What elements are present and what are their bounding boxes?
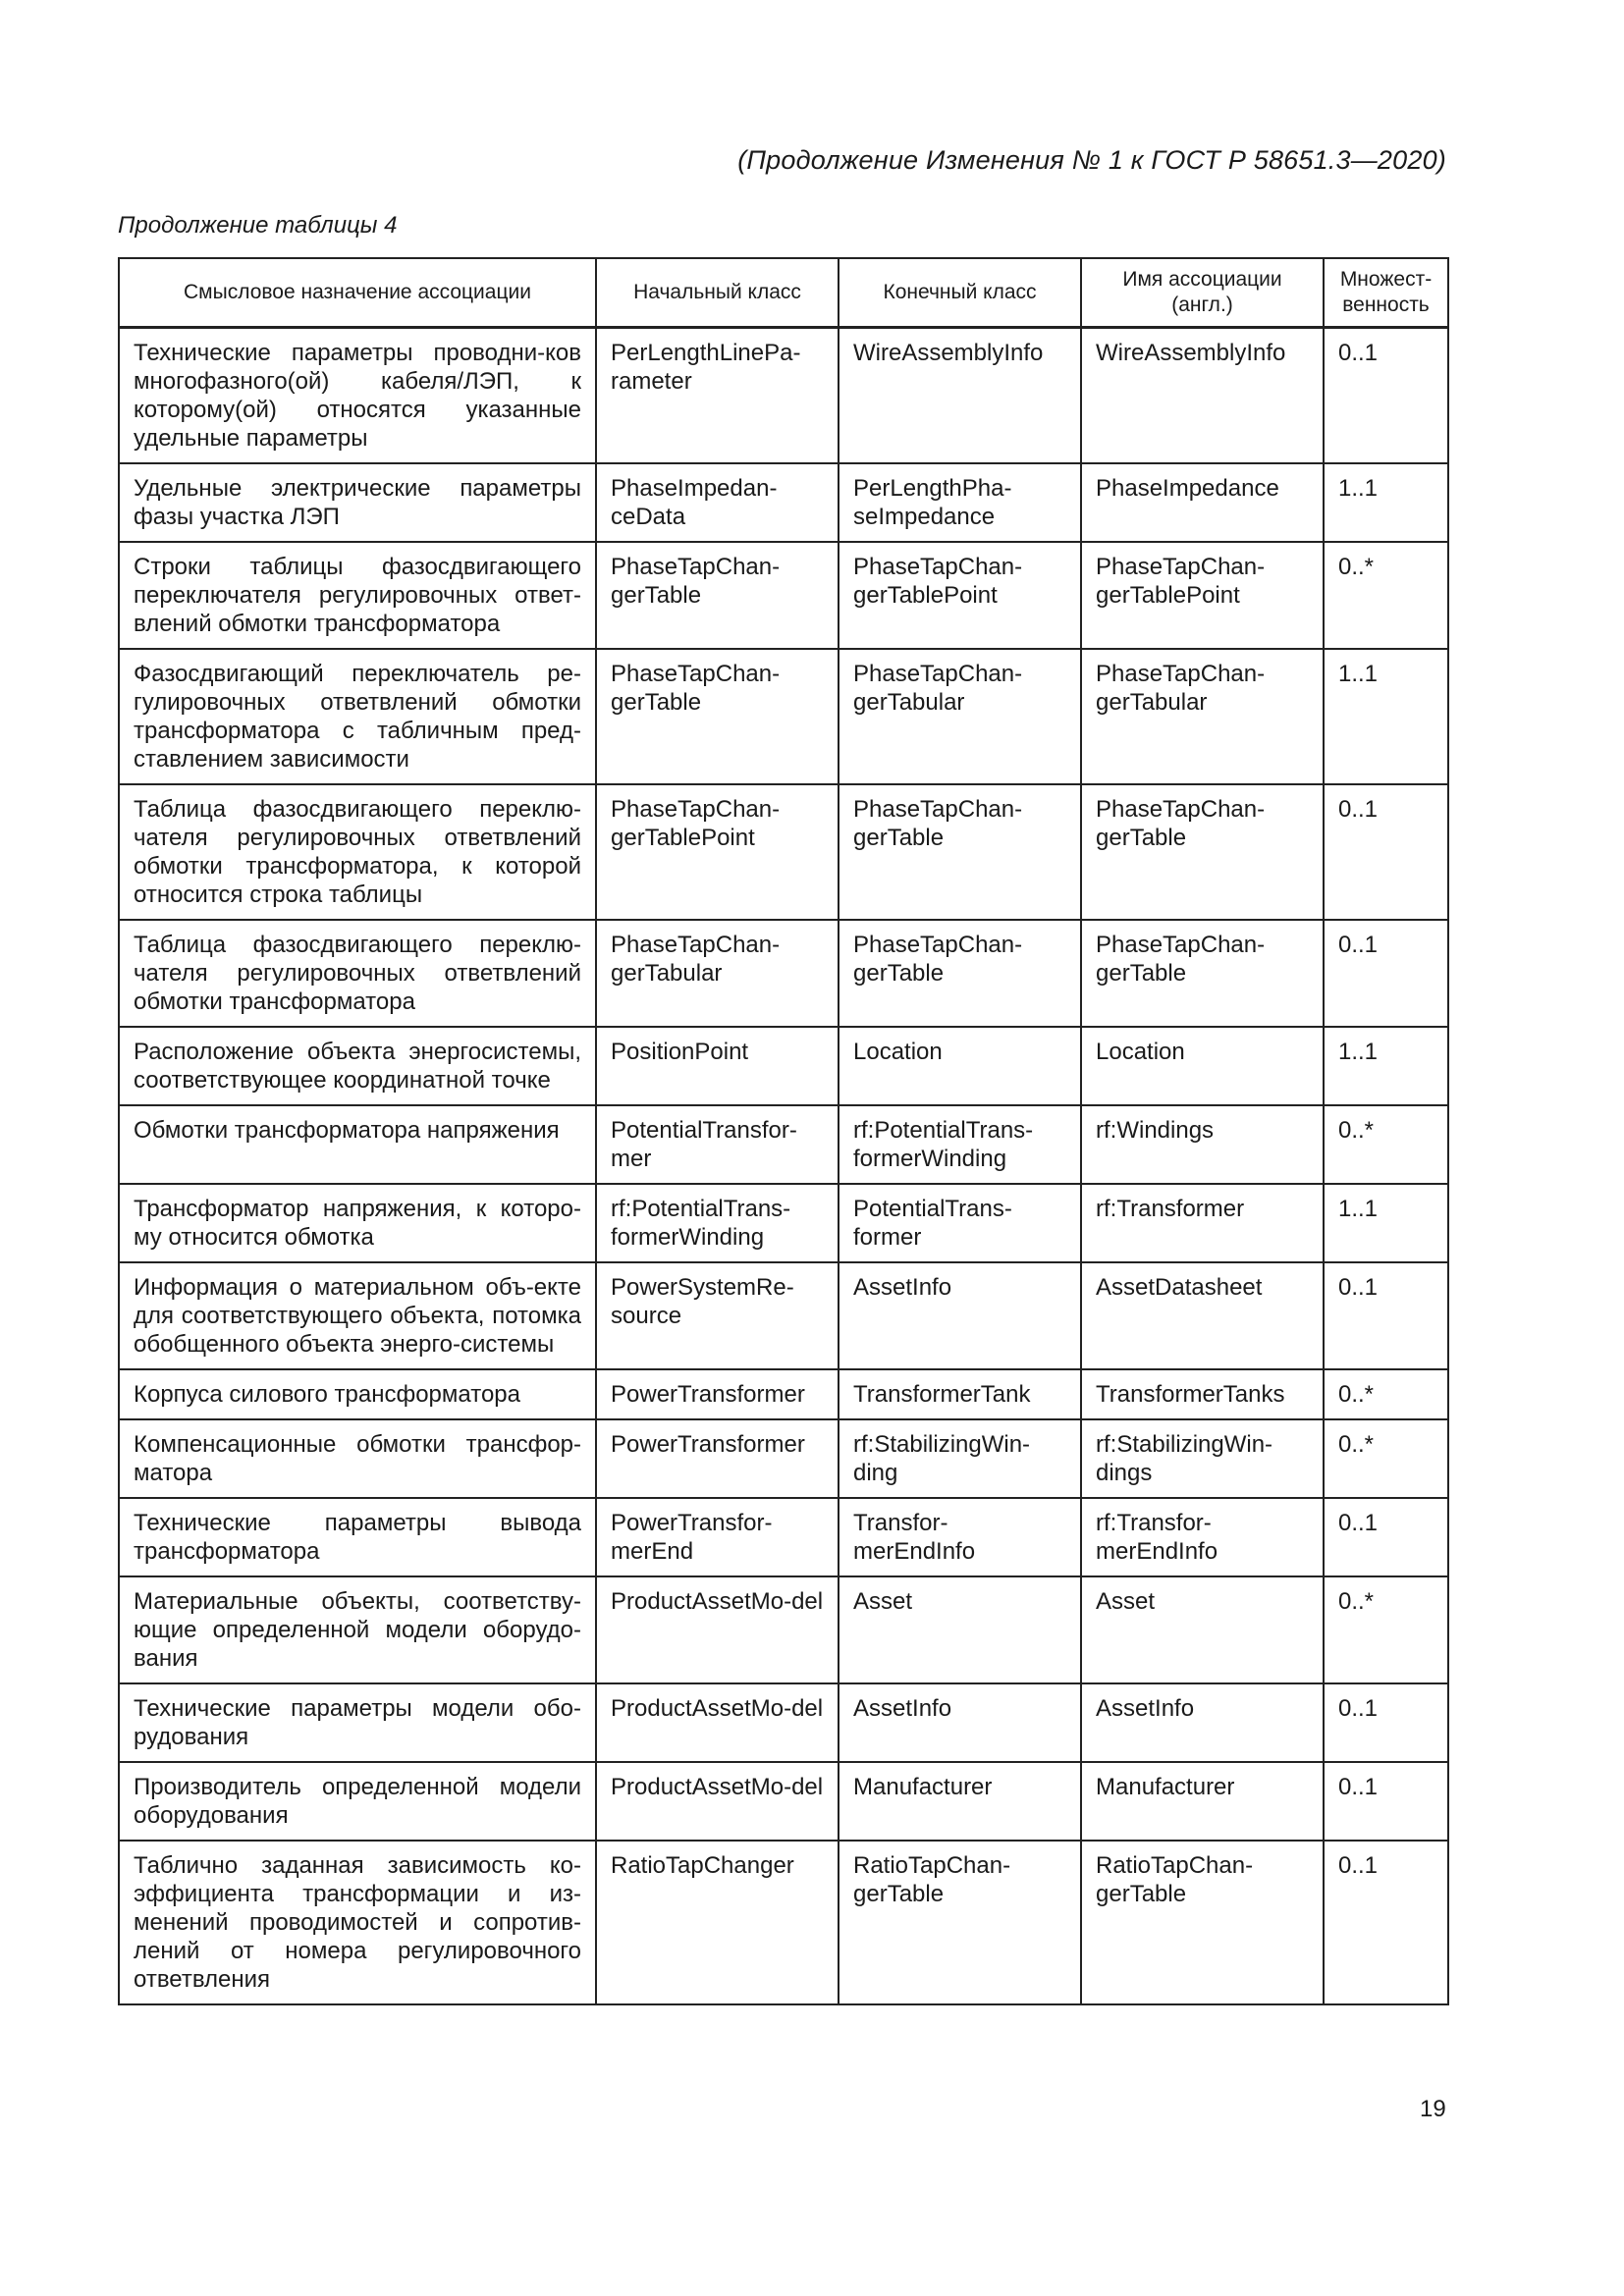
table-row	[119, 1027, 1448, 1105]
cell-association-name: Manufacturer	[1081, 1762, 1324, 1841]
cell-purpose: Технические параметры вывода трансформатора	[119, 1498, 596, 1576]
table-caption: Продолжение таблицы 4	[118, 212, 398, 239]
cell-purpose: Таблица фазосдвигающего переклю-чателя регулировочных ответвлений обмотки трансформатора	[119, 920, 596, 1027]
cell-multiplicity: 0..1	[1324, 1262, 1448, 1369]
table-row	[119, 1105, 1448, 1184]
cell-purpose: Удельные электрические параметры фазы участка ЛЭП	[119, 463, 596, 542]
cell-multiplicity: 0..1	[1324, 1762, 1448, 1841]
cell-multiplicity: 1..1	[1324, 1184, 1448, 1262]
cell-source-class: PhaseTapChan-gerTable	[596, 649, 839, 784]
document-continuation-header: (Продолжение Изменения № 1 к ГОСТ Р 58651.3—2020)	[737, 145, 1446, 175]
table-row	[119, 649, 1448, 784]
cell-target-class: RatioTapChan-gerTable	[839, 1841, 1081, 2004]
cell-multiplicity: 0..1	[1324, 1841, 1448, 2004]
cell-source-class: PotentialTransfor-mer	[596, 1105, 839, 1184]
cell-multiplicity: 0..*	[1324, 1105, 1448, 1184]
cell-source-class: PowerSystemRe-source	[596, 1262, 839, 1369]
cell-target-class: TransformerTank	[839, 1369, 1081, 1419]
table-row	[119, 784, 1448, 920]
cell-target-class: PerLengthPha-seImpedance	[839, 463, 1081, 542]
cell-multiplicity: 0..1	[1324, 328, 1448, 464]
cell-association-name: PhaseTapChan-gerTabular	[1081, 649, 1324, 784]
cell-association-name: rf:Transfor-merEndInfo	[1081, 1498, 1324, 1576]
table-row	[119, 1262, 1448, 1369]
cell-source-class: PerLengthLinePa-rameter	[596, 328, 839, 464]
cell-multiplicity: 0..1	[1324, 784, 1448, 920]
cell-source-class: rf:PotentialTrans-formerWinding	[596, 1184, 839, 1262]
cell-multiplicity: 0..1	[1324, 1498, 1448, 1576]
table-body	[119, 328, 1448, 2005]
cell-source-class: PowerTransformer	[596, 1369, 839, 1419]
cell-purpose: Корпуса силового трансформатора	[119, 1369, 596, 1419]
table-row	[119, 1576, 1448, 1683]
cell-association-name: rf:Transformer	[1081, 1184, 1324, 1262]
cell-association-name: Location	[1081, 1027, 1324, 1105]
cell-multiplicity: 1..1	[1324, 463, 1448, 542]
cell-multiplicity: 0..*	[1324, 1419, 1448, 1498]
cell-purpose: Фазосдвигающий переключатель ре-гулировочных ответвлений обмотки трансформатора с табличным пред-ставлением зависимости	[119, 649, 596, 784]
cell-target-class: AssetInfo	[839, 1262, 1081, 1369]
cell-multiplicity: 1..1	[1324, 1027, 1448, 1105]
table-row	[119, 1419, 1448, 1498]
table-row	[119, 1683, 1448, 1762]
cell-purpose: Информация о материальном объ-екте для соответствующего объекта, потомка обобщенного объекта энерго-системы	[119, 1262, 596, 1369]
cell-purpose: Таблица фазосдвигающего переклю-чателя регулировочных ответвлений обмотки трансформатора, к которой относится строка таблицы	[119, 784, 596, 920]
cell-multiplicity: 0..*	[1324, 1369, 1448, 1419]
table-header-row	[119, 258, 1448, 328]
cell-source-class: ProductAssetMo-del	[596, 1683, 839, 1762]
column-header-purpose: Смысловое назначение ассоциации	[119, 258, 596, 328]
cell-purpose: Технические параметры модели обо-рудования	[119, 1683, 596, 1762]
cell-association-name: rf:Windings	[1081, 1105, 1324, 1184]
cell-source-class: PhaseImpedan-ceData	[596, 463, 839, 542]
column-header-association-name: Имя ассоциации (англ.)	[1081, 258, 1324, 328]
cell-multiplicity: 0..1	[1324, 1683, 1448, 1762]
cell-target-class: AssetInfo	[839, 1683, 1081, 1762]
cell-purpose: Строки таблицы фазосдвигающего переключателя регулировочных ответ-влений обмотки трансформатора	[119, 542, 596, 649]
cell-target-class: PhaseTapChan-gerTable	[839, 920, 1081, 1027]
table-row	[119, 463, 1448, 542]
table-row	[119, 328, 1448, 464]
cell-association-name: PhaseImpedance	[1081, 463, 1324, 542]
cell-target-class: WireAssemblyInfo	[839, 328, 1081, 464]
cell-source-class: ProductAssetMo-del	[596, 1762, 839, 1841]
cell-source-class: PhaseTapChan-gerTablePoint	[596, 784, 839, 920]
cell-association-name: PhaseTapChan-gerTable	[1081, 920, 1324, 1027]
table-header	[119, 258, 1448, 328]
table-row	[119, 1184, 1448, 1262]
cell-purpose: Трансформатор напряжения, к которо-му относится обмотка	[119, 1184, 596, 1262]
cell-target-class: PhaseTapChan-gerTablePoint	[839, 542, 1081, 649]
cell-target-class: PhaseTapChan-gerTabular	[839, 649, 1081, 784]
table-row	[119, 1841, 1448, 2004]
cell-target-class: Asset	[839, 1576, 1081, 1683]
cell-target-class: rf:StabilizingWin-ding	[839, 1419, 1081, 1498]
cell-association-name: PhaseTapChan-gerTable	[1081, 784, 1324, 920]
cell-association-name: rf:StabilizingWin-dings	[1081, 1419, 1324, 1498]
cell-target-class: Manufacturer	[839, 1762, 1081, 1841]
page-number: 19	[1420, 2096, 1446, 2122]
cell-source-class: PowerTransfor-merEnd	[596, 1498, 839, 1576]
table-row	[119, 1762, 1448, 1841]
cell-association-name: TransformerTanks	[1081, 1369, 1324, 1419]
cell-multiplicity: 0..1	[1324, 920, 1448, 1027]
cell-purpose: Расположение объекта энергосистемы, соответствующее координатной точке	[119, 1027, 596, 1105]
cell-association-name: RatioTapChan-gerTable	[1081, 1841, 1324, 2004]
table-row	[119, 542, 1448, 649]
cell-association-name: PhaseTapChan-gerTablePoint	[1081, 542, 1324, 649]
column-header-source-class: Начальный класс	[596, 258, 839, 328]
association-table	[118, 257, 1449, 2005]
table-row	[119, 1369, 1448, 1419]
cell-purpose: Производитель определенной модели оборудования	[119, 1762, 596, 1841]
cell-purpose: Обмотки трансформатора напряжения	[119, 1105, 596, 1184]
cell-source-class: PhaseTapChan-gerTabular	[596, 920, 839, 1027]
column-header-target-class: Конечный класс	[839, 258, 1081, 328]
cell-source-class: PowerTransformer	[596, 1419, 839, 1498]
cell-source-class: PhaseTapChan-gerTable	[596, 542, 839, 649]
cell-source-class: RatioTapChanger	[596, 1841, 839, 2004]
cell-target-class: Location	[839, 1027, 1081, 1105]
cell-multiplicity: 1..1	[1324, 649, 1448, 784]
cell-association-name: Asset	[1081, 1576, 1324, 1683]
column-header-multiplicity: Множест-венность	[1324, 258, 1448, 328]
cell-source-class: ProductAssetMo-del	[596, 1576, 839, 1683]
cell-purpose: Материальные объекты, соответству-ющие определенной модели оборудо-вания	[119, 1576, 596, 1683]
table-row	[119, 1498, 1448, 1576]
cell-association-name: AssetDatasheet	[1081, 1262, 1324, 1369]
cell-purpose: Таблично заданная зависимость ко-эффициента трансформации и из-менений проводимостей и сопротив-лений от номера регулировочного ответвления	[119, 1841, 596, 2004]
cell-target-class: PhaseTapChan-gerTable	[839, 784, 1081, 920]
cell-association-name: WireAssemblyInfo	[1081, 328, 1324, 464]
table-row	[119, 920, 1448, 1027]
cell-target-class: rf:PotentialTrans-formerWinding	[839, 1105, 1081, 1184]
cell-source-class: PositionPoint	[596, 1027, 839, 1105]
cell-purpose: Компенсационные обмотки трансфор-матора	[119, 1419, 596, 1498]
cell-target-class: PotentialTrans-former	[839, 1184, 1081, 1262]
cell-purpose: Технические параметры проводни-ков многофазного(ой) кабеля/ЛЭП, к которому(ой) относятся указанные удельные параметры	[119, 328, 596, 464]
cell-multiplicity: 0..*	[1324, 1576, 1448, 1683]
cell-association-name: AssetInfo	[1081, 1683, 1324, 1762]
cell-target-class: Transfor-merEndInfo	[839, 1498, 1081, 1576]
cell-multiplicity: 0..*	[1324, 542, 1448, 649]
